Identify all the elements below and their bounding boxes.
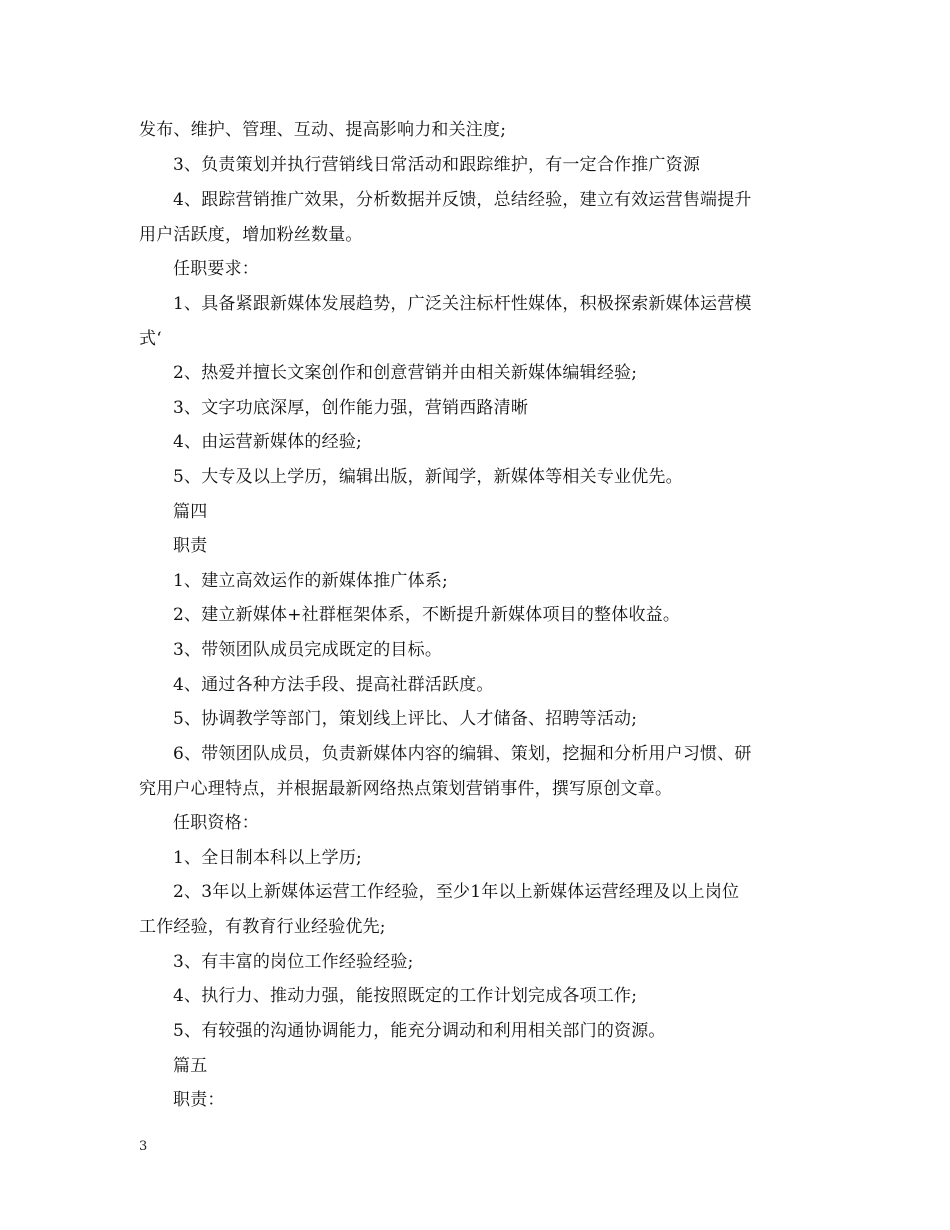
text-line: 5、大专及以上学历，编辑出版，新闻学，新媒体等相关专业优先。	[173, 467, 683, 487]
text-line: 1、全日制本科以上学历;	[173, 848, 362, 868]
text-line: 1、具备紧跟新媒体发展趋势，广泛关注标杆性媒体，积极探索新媒体运营模	[173, 294, 752, 314]
text-line: 5、有较强的沟通协调能力，能充分调动和利用相关部门的资源。	[173, 1021, 666, 1041]
page-number: 3	[139, 1139, 148, 1154]
text-line: 6、带领团队成员，负责新媒体内容的编辑、策划，挖掘和分析用户习惯、研	[173, 744, 752, 764]
section-heading: 任职要求：	[173, 259, 259, 279]
text-line: 2、热爱并擅长文案创作和创意营销并由相关新媒体编辑经验;	[173, 363, 638, 383]
text-line: 4、跟踪营销推广效果，分析数据并反馈，总结经验，建立有效运营售端提升	[173, 190, 752, 210]
text-line: 4、由运营新媒体的经验;	[173, 432, 362, 452]
text-line: 4、执行力、推动力强，能按照既定的工作计划完成各项工作;	[173, 986, 638, 1006]
text-line: 式‘	[139, 329, 162, 349]
text-line: 究用户心理特点，并根据最新网络热点策划营销事件，撰写原创文章。	[139, 779, 673, 799]
text-line: 4、通过各种方法手段、提高社群活跃度。	[173, 675, 494, 695]
section-heading: 任职资格：	[173, 813, 259, 833]
text-line: 3、负责策划并执行营销线日常活动和跟踪维护，有一定合作推广资源	[173, 155, 701, 175]
text-line: 工作经验，有教育行业经验优先;	[139, 917, 386, 937]
section-heading: 职责：	[173, 1090, 225, 1110]
text-line: 5、协调教学等部门，策划线上评比、人才储备、招聘等活动;	[173, 709, 638, 729]
section-heading: 职责	[173, 536, 208, 556]
text-line: 2、建立新媒体+社群框架体系，不断提升新媒体项目的整体收益。	[173, 605, 681, 625]
text-line: 发布、维护、管理、互动、提高影响力和关注度;	[139, 120, 507, 140]
text-line: 3、带领团队成员完成既定的目标。	[173, 640, 443, 660]
text-line: 3、有丰富的岗位工作经验经验;	[173, 952, 414, 972]
text-line: 1、建立高效运作的新媒体推广体系;	[173, 571, 448, 591]
section-heading: 篇四	[173, 502, 208, 522]
text-line: 2、3年以上新媒体运营工作经验，至少1年以上新媒体运营经理及以上岗位	[173, 882, 740, 902]
section-heading: 篇五	[173, 1056, 208, 1076]
text-line: 3、文字功底深厚，创作能力强，营销西路清晰	[173, 398, 529, 418]
text-line: 用户活跃度，增加粉丝数量。	[139, 225, 363, 245]
